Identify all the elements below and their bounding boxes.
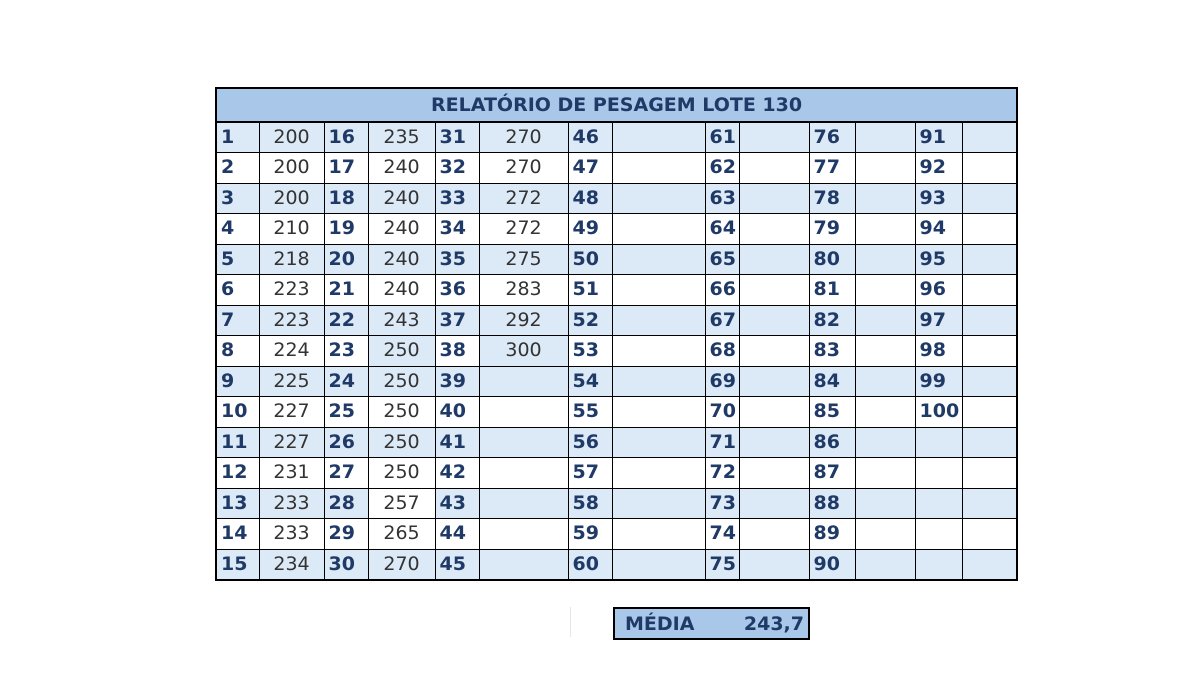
item-number-cell [915,458,962,489]
item-number-cell: 99 [915,366,962,397]
item-number-cell: 56 [568,427,612,458]
item-number-cell: 76 [809,122,855,153]
weight-cell [612,153,705,184]
average-value: 243,7 [743,612,804,635]
item-number-cell: 59 [568,519,612,550]
item-number-cell [915,519,962,550]
table-row [216,549,1017,580]
item-number-cell: 33 [435,183,479,214]
weight-cell: 227 [259,427,324,458]
item-number-cell: 75 [705,549,739,580]
weight-cell: 300 [479,336,568,367]
weight-cell: 240 [368,244,435,275]
weight-cell: 240 [368,183,435,214]
item-number-cell: 10 [216,397,259,428]
item-number-cell: 45 [435,549,479,580]
item-number-cell: 42 [435,458,479,489]
cell-gridline [570,607,571,637]
weight-cell [479,458,568,489]
item-number-cell: 78 [809,183,855,214]
weight-cell [962,427,1017,458]
weight-cell: 270 [479,122,568,153]
item-number-cell: 92 [915,153,962,184]
item-number-cell: 40 [435,397,479,428]
weight-cell [962,336,1017,367]
item-number-cell: 4 [216,214,259,245]
weight-cell [962,153,1017,184]
weight-cell [739,275,809,306]
item-number-cell: 2 [216,153,259,184]
weight-cell: 257 [368,488,435,519]
item-number-cell: 34 [435,214,479,245]
item-number-cell: 60 [568,549,612,580]
weight-cell: 240 [368,153,435,184]
weight-cell: 250 [368,366,435,397]
item-number-cell: 39 [435,366,479,397]
item-number-cell: 93 [915,183,962,214]
weight-cell [479,397,568,428]
weight-cell: 200 [259,122,324,153]
item-number-cell: 81 [809,275,855,306]
weight-cell [612,214,705,245]
weight-cell [739,488,809,519]
weight-cell: 210 [259,214,324,245]
item-number-cell: 100 [915,397,962,428]
item-number-cell: 14 [216,519,259,550]
item-number-cell: 31 [435,122,479,153]
average-label: MÉDIA [625,612,695,635]
item-number-cell: 85 [809,397,855,428]
weight-cell [962,122,1017,153]
item-number-cell: 77 [809,153,855,184]
item-number-cell: 86 [809,427,855,458]
item-number-cell: 74 [705,519,739,550]
item-number-cell: 36 [435,275,479,306]
item-number-cell: 43 [435,488,479,519]
weight-cell: 240 [368,275,435,306]
weight-cell [739,336,809,367]
weight-cell [962,397,1017,428]
weight-cell: 272 [479,183,568,214]
weight-cell [612,122,705,153]
weight-cell [612,397,705,428]
item-number-cell: 37 [435,305,479,336]
weight-cell [612,275,705,306]
item-number-cell: 89 [809,519,855,550]
weight-cell: 231 [259,458,324,489]
item-number-cell: 25 [324,397,368,428]
weight-cell: 275 [479,244,568,275]
item-number-cell: 9 [216,366,259,397]
item-number-cell: 61 [705,122,739,153]
weight-cell: 234 [259,549,324,580]
weight-cell: 250 [368,458,435,489]
weight-cell: 283 [479,275,568,306]
item-number-cell: 48 [568,183,612,214]
weight-cell [612,244,705,275]
weight-cell: 223 [259,275,324,306]
weight-cell [739,519,809,550]
item-number-cell: 67 [705,305,739,336]
item-number-cell: 6 [216,275,259,306]
weight-cell [739,183,809,214]
weight-cell: 240 [368,214,435,245]
item-number-cell: 15 [216,549,259,580]
weight-cell [479,549,568,580]
weight-cell [479,427,568,458]
item-number-cell [915,427,962,458]
weight-cell [962,183,1017,214]
weight-cell [855,244,915,275]
item-number-cell: 72 [705,458,739,489]
table-row [216,366,1017,397]
item-number-cell: 17 [324,153,368,184]
item-number-cell: 71 [705,427,739,458]
table-row [216,519,1017,550]
item-number-cell: 87 [809,458,855,489]
item-number-cell [915,488,962,519]
weight-cell [479,488,568,519]
weight-cell [962,214,1017,245]
item-number-cell: 83 [809,336,855,367]
weight-cell: 243 [368,305,435,336]
table-row [216,427,1017,458]
item-number-cell: 63 [705,183,739,214]
item-number-cell: 53 [568,336,612,367]
weight-cell [479,519,568,550]
item-number-cell: 35 [435,244,479,275]
weight-cell [612,519,705,550]
weight-cell: 235 [368,122,435,153]
weight-cell [739,458,809,489]
weight-cell [855,122,915,153]
item-number-cell: 82 [809,305,855,336]
weight-cell [962,366,1017,397]
item-number-cell: 68 [705,336,739,367]
weight-cell [739,244,809,275]
item-number-cell: 38 [435,336,479,367]
item-number-cell: 69 [705,366,739,397]
weight-cell: 218 [259,244,324,275]
weight-cell [612,305,705,336]
weight-cell [612,183,705,214]
weight-cell [962,549,1017,580]
weight-cell [612,336,705,367]
weight-cell [855,519,915,550]
item-number-cell: 90 [809,549,855,580]
item-number-cell: 57 [568,458,612,489]
item-number-cell: 54 [568,366,612,397]
item-number-cell: 27 [324,458,368,489]
item-number-cell: 95 [915,244,962,275]
weight-cell [739,122,809,153]
item-number-cell: 26 [324,427,368,458]
weight-cell [855,153,915,184]
weight-cell [739,397,809,428]
item-number-cell: 29 [324,519,368,550]
item-number-cell: 50 [568,244,612,275]
table-row [216,336,1017,367]
table-row [216,122,1017,153]
item-number-cell: 12 [216,458,259,489]
weight-cell [739,549,809,580]
item-number-cell: 7 [216,305,259,336]
item-number-cell: 28 [324,488,368,519]
weight-cell [855,305,915,336]
weight-cell [855,397,915,428]
table-row [216,153,1017,184]
weight-cell: 200 [259,183,324,214]
item-number-cell: 23 [324,336,368,367]
weight-cell [855,183,915,214]
weight-cell [739,305,809,336]
weight-cell: 270 [479,153,568,184]
weight-cell [962,458,1017,489]
item-number-cell: 88 [809,488,855,519]
item-number-cell: 1 [216,122,259,153]
weight-cell: 233 [259,488,324,519]
weight-cell: 200 [259,153,324,184]
table-row [216,214,1017,245]
weight-cell: 227 [259,397,324,428]
weight-cell: 223 [259,305,324,336]
item-number-cell: 96 [915,275,962,306]
weight-cell [855,214,915,245]
weight-cell: 233 [259,519,324,550]
weight-cell [962,305,1017,336]
item-number-cell: 98 [915,336,962,367]
weight-cell: 250 [368,397,435,428]
item-number-cell: 80 [809,244,855,275]
weight-cell [612,427,705,458]
item-number-cell: 19 [324,214,368,245]
weight-cell: 224 [259,336,324,367]
table-row [216,305,1017,336]
item-number-cell: 21 [324,275,368,306]
weight-cell [855,275,915,306]
item-number-cell: 46 [568,122,612,153]
weight-cell [855,458,915,489]
weight-cell [962,275,1017,306]
item-number-cell: 62 [705,153,739,184]
weight-cell [855,488,915,519]
item-number-cell: 8 [216,336,259,367]
table-row [216,244,1017,275]
report-title: RELATÓRIO DE PESAGEM LOTE 130 [216,88,1017,122]
table-row [216,488,1017,519]
weight-cell [479,366,568,397]
item-number-cell: 16 [324,122,368,153]
weight-cell [739,153,809,184]
weight-cell [855,336,915,367]
item-number-cell: 49 [568,214,612,245]
table-row [216,275,1017,306]
item-number-cell: 66 [705,275,739,306]
weight-cell [962,244,1017,275]
item-number-cell: 20 [324,244,368,275]
weighing-report-table [215,87,1018,581]
item-number-cell: 13 [216,488,259,519]
weight-cell: 225 [259,366,324,397]
weight-cell: 265 [368,519,435,550]
item-number-cell: 52 [568,305,612,336]
item-number-cell: 44 [435,519,479,550]
item-number-cell: 94 [915,214,962,245]
weight-cell [962,519,1017,550]
item-number-cell: 91 [915,122,962,153]
weight-cell [739,366,809,397]
item-number-cell: 70 [705,397,739,428]
weight-cell [612,488,705,519]
average-box [613,607,810,640]
item-number-cell: 73 [705,488,739,519]
weight-cell [612,458,705,489]
item-number-cell: 79 [809,214,855,245]
table-row [216,183,1017,214]
weight-cell [739,427,809,458]
item-number-cell: 30 [324,549,368,580]
weight-cell: 250 [368,427,435,458]
weight-cell [612,549,705,580]
item-number-cell: 55 [568,397,612,428]
item-number-cell: 5 [216,244,259,275]
weight-cell [962,488,1017,519]
weight-cell: 250 [368,336,435,367]
item-number-cell: 65 [705,244,739,275]
item-number-cell: 18 [324,183,368,214]
item-number-cell: 3 [216,183,259,214]
weight-cell [855,427,915,458]
item-number-cell: 58 [568,488,612,519]
item-number-cell: 51 [568,275,612,306]
item-number-cell: 24 [324,366,368,397]
weight-cell [855,549,915,580]
item-number-cell: 97 [915,305,962,336]
table-row [216,397,1017,428]
weight-cell [612,366,705,397]
table-row [216,458,1017,489]
weight-cell [739,214,809,245]
weight-cell [855,366,915,397]
weight-cell: 272 [479,214,568,245]
item-number-cell: 22 [324,305,368,336]
item-number-cell: 11 [216,427,259,458]
item-number-cell: 47 [568,153,612,184]
item-number-cell: 41 [435,427,479,458]
item-number-cell: 32 [435,153,479,184]
item-number-cell: 64 [705,214,739,245]
item-number-cell: 84 [809,366,855,397]
item-number-cell [915,549,962,580]
weight-cell: 270 [368,549,435,580]
weight-cell: 292 [479,305,568,336]
